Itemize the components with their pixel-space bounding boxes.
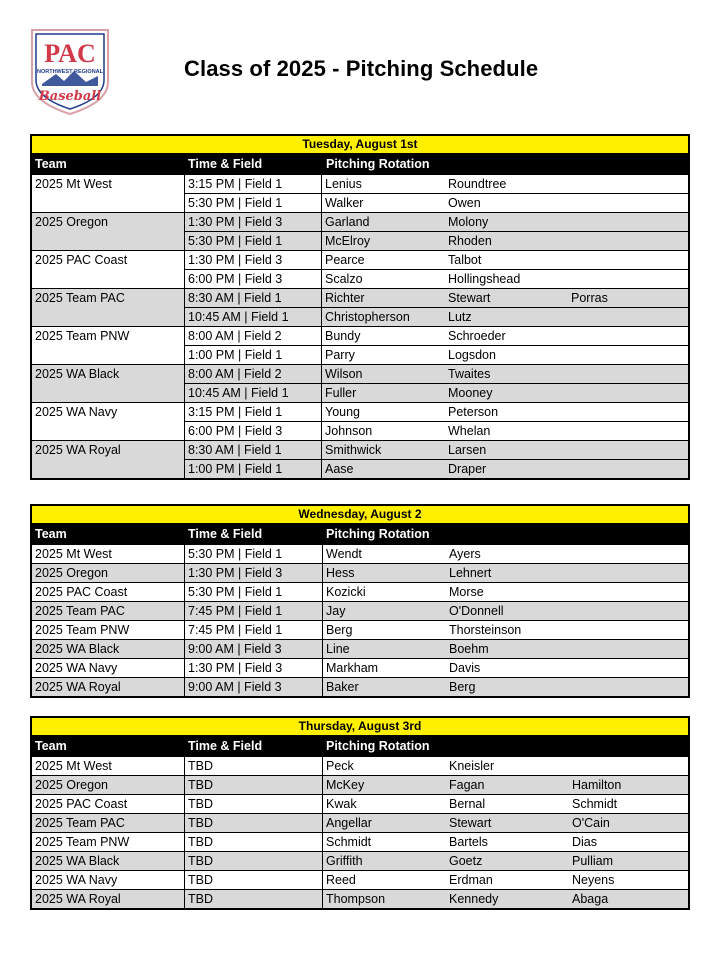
team-name-cell: 2025 WA Royal [32,678,185,696]
pitcher-2-cell: Schroeder [448,329,506,343]
time-field-cell: TBD [185,833,323,851]
pitcher-3-cell [568,232,688,250]
pitcher-1-cell: Kwak [326,797,357,811]
team-group [32,402,688,440]
team-name-cell: 2025 PAC Coast [32,795,185,813]
pitcher-3-cell [568,403,688,421]
team-games [185,327,688,364]
table-row [185,289,688,307]
time-field-cell: TBD [185,852,323,870]
pitcher-3-cell: Schmidt [572,797,618,811]
pitcher-1-cell: Bundy [325,329,361,343]
column-header-team: Team [35,157,67,171]
table-row [185,441,688,459]
team-name-cell: 2025 WA Navy [32,403,185,440]
pitcher-3-cell [569,621,688,639]
table-row [185,345,688,364]
pitcher-3-cell [568,460,688,478]
pitcher-3-cell: Neyens [572,873,615,887]
pitcher-1-cell: Angellar [326,816,372,830]
pitcher-1-cell: Baker [326,680,359,694]
pitcher-3-cell [568,346,688,364]
pitcher-2-cell: Draper [448,462,487,476]
time-field-cell: 7:45 PM | Field 1 [185,621,323,639]
pitcher-2-cell: Logsdon [448,348,496,362]
time-field-cell: 1:00 PM | Field 1 [185,460,322,478]
time-field-cell: 8:30 AM | Field 1 [185,441,322,459]
team-games [185,441,688,478]
pitcher-3-cell [568,327,688,345]
pitcher-2-cell: Rhoden [448,234,492,248]
pitcher-3-cell [568,213,688,231]
table-row [32,544,688,563]
team-name-cell: 2025 Team PNW [32,621,185,639]
table-row [32,620,688,639]
team-group [32,288,688,326]
table-row [32,658,688,677]
table-row [185,459,688,478]
pitcher-2-cell: Morse [449,585,484,599]
time-field-cell: 1:30 PM | Field 3 [185,659,323,677]
table-row [185,175,688,193]
pitcher-1-cell: Peck [326,759,354,773]
pitcher-2-cell: Bernal [449,797,486,811]
team-group [32,212,688,250]
time-field-cell: TBD [185,757,323,775]
pitcher-1-cell: Wendt [326,547,362,561]
team-group [32,440,688,478]
team-name-cell: 2025 PAC Coast [32,251,185,288]
table-row [32,601,688,620]
table-row [32,870,688,889]
time-field-cell: 9:00 AM | Field 3 [185,640,323,658]
pitcher-2-cell: Goetz [449,854,483,868]
pitcher-3-cell [569,583,688,601]
pitcher-3-cell: Porras [571,291,608,305]
team-name-cell: 2025 Team PNW [32,833,185,851]
time-field-cell: 1:30 PM | Field 3 [185,564,323,582]
pitcher-1-cell: Hess [326,566,355,580]
time-field-cell: 7:45 PM | Field 1 [185,602,323,620]
pitcher-2-cell: Thorsteinson [449,623,522,637]
team-name-cell: 2025 Team PNW [32,327,185,364]
pitcher-2-cell: Whelan [448,424,491,438]
table-row [185,365,688,383]
time-field-cell: TBD [185,890,323,908]
team-name-cell: 2025 Team PAC [32,289,185,326]
pitcher-1-cell: Pearce [325,253,365,267]
page-title: Class of 2025 - Pitching Schedule [184,56,539,81]
day-header: Wednesday, August 2 [32,506,688,524]
pitcher-3-cell: Dias [572,835,598,849]
pitcher-1-cell: Garland [325,215,370,229]
pitcher-3-cell [569,640,688,658]
team-name-cell: 2025 Mt West [32,545,185,563]
pac-logo [28,24,112,116]
pitcher-2-cell: Larsen [448,443,487,457]
column-header-row [32,524,688,544]
pitcher-2-cell: Twaites [448,367,491,381]
team-games [185,289,688,326]
table-row [185,213,688,231]
pitcher-3-cell [568,441,688,459]
time-field-cell: 9:00 AM | Field 3 [185,678,323,696]
table-row [185,383,688,402]
pitcher-3-cell [568,384,688,402]
pitcher-3-cell: O'Cain [572,816,610,830]
team-group [32,174,688,212]
column-header-rotation: Pitching Rotation [326,157,430,171]
team-group [32,364,688,402]
team-games [185,365,688,402]
time-field-cell: 1:00 PM | Field 1 [185,346,322,364]
pitcher-2-cell: Lutz [448,310,472,324]
table-row [32,851,688,870]
table-row [185,231,688,250]
pitcher-2-cell: Owen [448,196,481,210]
pitcher-3-cell [568,422,688,440]
pitcher-3-cell [568,251,688,269]
pitcher-2-cell: Talbot [448,253,482,267]
pitcher-1-cell: Christopherson [325,310,410,324]
time-field-cell: 8:00 AM | Field 2 [185,327,322,345]
column-header-time: Time & Field [188,527,263,541]
table-row [185,327,688,345]
pitcher-1-cell: Wilson [325,367,363,381]
pitcher-2-cell: Kennedy [449,892,499,906]
pitcher-2-cell: Peterson [448,405,499,419]
team-name-cell: 2025 WA Navy [32,871,185,889]
pitcher-2-cell: Davis [449,661,481,675]
team-name-cell: 2025 WA Royal [32,441,185,478]
team-group [32,326,688,364]
pitcher-2-cell: O'Donnell [449,604,504,618]
time-field-cell: 1:30 PM | Field 3 [185,213,322,231]
time-field-cell: 6:00 PM | Field 3 [185,270,322,288]
pitcher-3-cell [568,308,688,326]
table-row [185,251,688,269]
time-field-cell: 6:00 PM | Field 3 [185,422,322,440]
pitcher-3-cell [568,194,688,212]
table-row [32,794,688,813]
team-name-cell: 2025 WA Royal [32,890,185,908]
column-header-row [32,736,688,756]
pitcher-2-cell: Stewart [448,291,491,305]
pitcher-1-cell: McElroy [325,234,371,248]
team-name-cell: 2025 Oregon [32,776,185,794]
table-row [32,813,688,832]
team-name-cell: 2025 WA Black [32,640,185,658]
column-header-team: Team [35,739,67,753]
pitcher-1-cell: Johnson [325,424,373,438]
team-name-cell: 2025 Mt West [32,175,185,212]
pitcher-2-cell: Lehnert [449,566,492,580]
pitcher-1-cell: Reed [326,873,356,887]
team-games [185,251,688,288]
pitcher-1-cell: Fuller [325,386,357,400]
team-name-cell: 2025 Mt West [32,757,185,775]
time-field-cell: 3:15 PM | Field 1 [185,175,322,193]
pitcher-3-cell [569,678,688,696]
team-name-cell: 2025 Oregon [32,213,185,250]
pitcher-3-cell [569,757,688,775]
team-name-cell: 2025 Team PAC [32,814,185,832]
pitcher-2-cell: Berg [449,680,476,694]
pitcher-2-cell: Molony [448,215,489,229]
pitcher-1-cell: Aase [325,462,354,476]
team-games [185,213,688,250]
pitcher-3-cell [569,659,688,677]
pitcher-3-cell [568,365,688,383]
pitcher-2-cell: Stewart [449,816,492,830]
pitcher-1-cell: Richter [325,291,365,305]
table-row [32,563,688,582]
pitcher-3-cell [569,545,688,563]
pitcher-1-cell: Jay [326,604,346,618]
pitcher-2-cell: Erdman [449,873,493,887]
pitcher-1-cell: Line [326,642,350,656]
table-row [185,307,688,326]
team-name-cell: 2025 Oregon [32,564,185,582]
schedule-table-wednesday [30,504,690,698]
column-header-rotation: Pitching Rotation [326,527,430,541]
team-games [185,403,688,440]
time-field-cell: 5:30 PM | Field 1 [185,232,322,250]
pitcher-1-cell: Scalzo [325,272,363,286]
time-field-cell: 8:30 AM | Field 1 [185,289,322,307]
time-field-cell: 10:45 AM | Field 1 [185,308,322,326]
team-name-cell: 2025 WA Navy [32,659,185,677]
time-field-cell: TBD [185,871,323,889]
column-header-time: Time & Field [188,739,263,753]
pitcher-3-cell [568,270,688,288]
pitcher-1-cell: Markham [326,661,379,675]
time-field-cell: TBD [185,776,323,794]
table-row [32,756,688,775]
column-header-team: Team [35,527,67,541]
table-row [32,775,688,794]
pitcher-1-cell: Schmidt [326,835,372,849]
team-name-cell: 2025 WA Black [32,365,185,402]
pitcher-2-cell: Ayers [449,547,481,561]
time-field-cell: 5:30 PM | Field 1 [185,545,323,563]
pitcher-1-cell: Thompson [326,892,386,906]
pitcher-1-cell: Smithwick [325,443,382,457]
pitcher-2-cell: Hollingshead [448,272,521,286]
time-field-cell: 8:00 AM | Field 2 [185,365,322,383]
time-field-cell: TBD [185,795,323,813]
logo-region-text: NORTHWEST REGIONAL [37,69,103,75]
time-field-cell: TBD [185,814,323,832]
pitcher-1-cell: Walker [325,196,364,210]
pitcher-3-cell [569,602,688,620]
logo-top-text: PAC [44,39,96,68]
table-row [32,582,688,601]
day-header: Thursday, August 3rd [32,718,688,736]
pitcher-1-cell: Lenius [325,177,362,191]
time-field-cell: 5:30 PM | Field 1 [185,583,323,601]
schedule-table-tuesday [30,134,690,480]
team-name-cell: 2025 Team PAC [32,602,185,620]
pitcher-1-cell: Griffith [326,854,363,868]
table-row [32,889,688,908]
pac-shield-icon [28,24,112,116]
table-row [185,421,688,440]
time-field-cell: 5:30 PM | Field 1 [185,194,322,212]
day-header: Tuesday, August 1st [32,136,688,154]
team-group [32,250,688,288]
pitcher-3-cell [569,564,688,582]
pitcher-2-cell: Roundtree [448,177,507,191]
pitcher-2-cell: Boehm [449,642,489,656]
table-row [32,832,688,851]
pitcher-2-cell: Bartels [449,835,488,849]
team-name-cell: 2025 PAC Coast [32,583,185,601]
table-row [185,193,688,212]
pitcher-2-cell: Kneisler [449,759,495,773]
column-header-rotation: Pitching Rotation [326,739,430,753]
pitcher-3-cell: Hamilton [572,778,622,792]
table-row [185,269,688,288]
pitcher-3-cell: Abaga [572,892,609,906]
table-row [32,639,688,658]
column-header-row [32,154,688,174]
pitcher-1-cell: Young [325,405,360,419]
pitcher-3-cell [568,175,688,193]
time-field-cell: 1:30 PM | Field 3 [185,251,322,269]
time-field-cell: 3:15 PM | Field 1 [185,403,322,421]
time-field-cell: 10:45 AM | Field 1 [185,384,322,402]
pitcher-1-cell: Kozicki [326,585,366,599]
pitcher-2-cell: Mooney [448,386,493,400]
pitcher-3-cell: Pulliam [572,854,613,868]
pitcher-1-cell: McKey [326,778,365,792]
table-row [185,403,688,421]
team-games [185,175,688,212]
pitcher-1-cell: Berg [326,623,353,637]
column-header-time: Time & Field [188,157,263,171]
logo-script-text: Baseball [38,89,102,104]
schedule-table-thursday [30,716,690,910]
team-name-cell: 2025 WA Black [32,852,185,870]
pitcher-1-cell: Parry [325,348,355,362]
table-row [32,677,688,696]
pitcher-2-cell: Fagan [449,778,485,792]
